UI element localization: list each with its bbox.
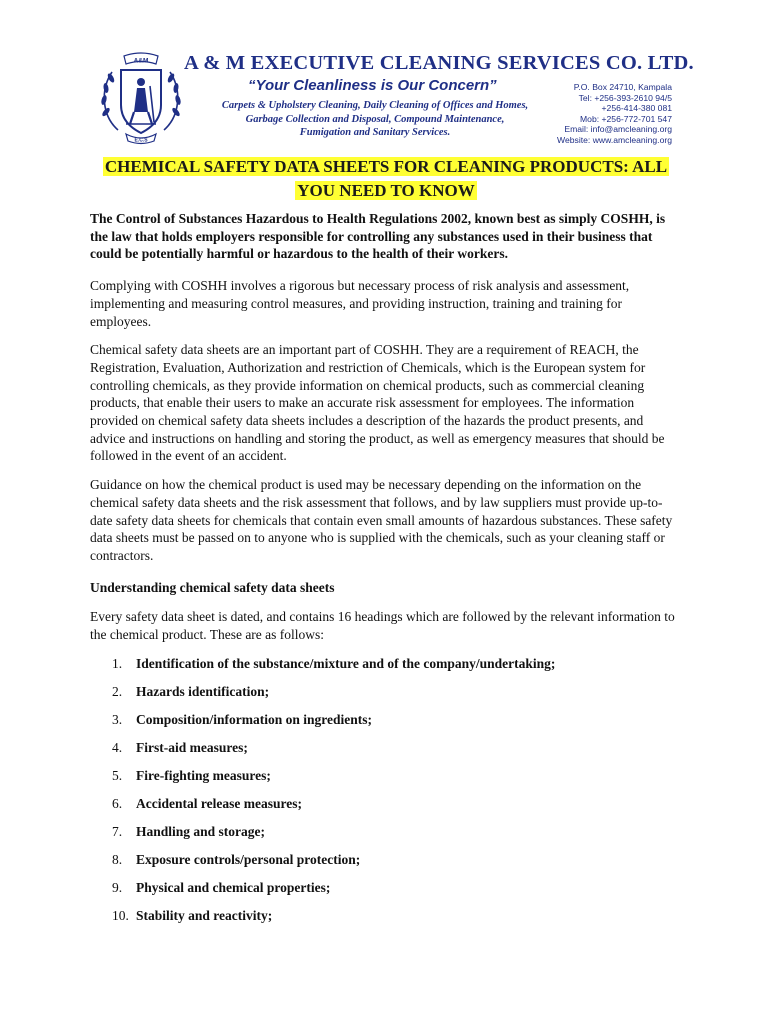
list-item	[90, 795, 680, 812]
paragraph: Guidance on how the chemical product is used may be necessary depending on the information on the chemical safety data sheets and the risk assessment that follows, and by law suppliers must provide up-to-date safety data sheets for chemicals that contain even small amounts of hazardous substances. These safety data sheets must be passed on to anyone who is supplied with the chemicals, such as your cleaning staff or contractors.	[90, 477, 673, 563]
list-item	[90, 683, 680, 700]
list-text: First-aid measures;	[136, 739, 248, 755]
list-item	[90, 851, 680, 868]
list-text: Identification of the substance/mixture and of the company/undertaking;	[136, 655, 556, 671]
document-body	[90, 210, 680, 935]
logo-text-bottom: E.C.S	[134, 137, 148, 144]
list-number: 2.	[112, 683, 123, 699]
logo-text-top: A&M	[133, 57, 149, 65]
list-number: 5.	[112, 767, 123, 783]
list-number: 1.	[112, 655, 123, 671]
list-text: Exposure controls/personal protection;	[136, 851, 361, 867]
contact-tel-2: +256-414-380 081	[601, 103, 672, 114]
list-number: 7.	[112, 823, 123, 839]
list-item	[90, 767, 680, 784]
list-item	[90, 907, 680, 924]
list-text: Stability and reactivity;	[136, 907, 273, 923]
contact-tel: Tel: +256-393-2610 94/5	[578, 92, 672, 103]
headings-list	[90, 655, 680, 924]
contact-website[interactable]: Website: www.amcleaning.org	[557, 134, 672, 145]
company-tagline: “Your Cleanliness is Our Concern”	[248, 77, 497, 94]
list-number: 8.	[112, 851, 123, 867]
document-title	[88, 155, 684, 203]
contact-mobile: Mob: +256-772-701 547	[580, 113, 672, 124]
company-logo-icon	[96, 50, 186, 145]
contact-email[interactable]: Email: info@amcleaning.org	[564, 124, 672, 135]
section-heading: Understanding chemical safety data sheets	[90, 579, 335, 595]
list-text: Fire-fighting measures;	[136, 767, 271, 783]
services-line: Fumigation and Sanitary Services.	[299, 127, 451, 138]
list-text: Accidental release measures;	[136, 795, 302, 811]
company-name: A & M EXECUTIVE CLEANING SERVICES CO. LTD.	[184, 52, 694, 74]
paragraph: Complying with COSHH involves a rigorous but necessary process of risk analysis and assessment, implementing and measuring control measures, and providing instruction, training and training for employees.	[90, 278, 630, 329]
services-line: Garbage Collection and Disposal, Compound Maintenance,	[245, 113, 505, 125]
list-item	[90, 879, 680, 896]
list-item	[90, 823, 680, 840]
company-contact	[557, 82, 672, 146]
lead-paragraph: The Control of Substances Hazardous to Health Regulations 2002, known best as simply COSHH, is the law that holds employers responsible for controlling any substances used in their business that could be potentially harmful or hazardous to the health of their workers.	[90, 211, 666, 262]
paragraph: Chemical safety data sheets are an important part of COSHH. They are a requirement of REACH, the Registration, Evaluation, Authorization and restriction of Chemicals, which is the European system for controlling chemicals, as they provide information on chemical products, such as commercial cleaning products, that enable their users to make an accurate risk assessment for employees. The information provided on chemical safety data sheets includes a description of the hazards the product presents, and advice and instructions on handling and storing the product, as well as emergency measures that should be followed in the event of an accident.	[90, 342, 665, 464]
list-text: Composition/information on ingredients;	[136, 711, 373, 727]
list-number: 4.	[112, 739, 123, 755]
paragraph: Every safety data sheet is dated, and contains 16 headings which are followed by the relevant information to the chemical product. These are as follows:	[90, 609, 675, 643]
company-services	[190, 99, 560, 140]
list-number: 9.	[112, 879, 123, 895]
title-line-1: CHEMICAL SAFETY DATA SHEETS FOR CLEANING PRODUCTS: ALL	[104, 157, 668, 176]
title-line-2: YOU NEED TO KNOW	[297, 181, 475, 200]
list-item	[90, 711, 680, 728]
list-text: Hazards identification;	[136, 683, 270, 699]
services-line: Carpets & Upholstery Cleaning, Daily Cleaning of Offices and Homes,	[221, 100, 529, 111]
list-number: 3.	[112, 711, 123, 727]
list-item	[90, 655, 680, 672]
contact-po-box: P.O. Box 24710, Kampala	[573, 82, 672, 92]
list-text: Handling and storage;	[136, 823, 266, 839]
list-number: 6.	[112, 795, 123, 811]
list-item	[90, 739, 680, 756]
list-text: Physical and chemical properties;	[136, 879, 331, 895]
letterhead	[96, 50, 694, 150]
list-number: 10.	[112, 907, 129, 923]
